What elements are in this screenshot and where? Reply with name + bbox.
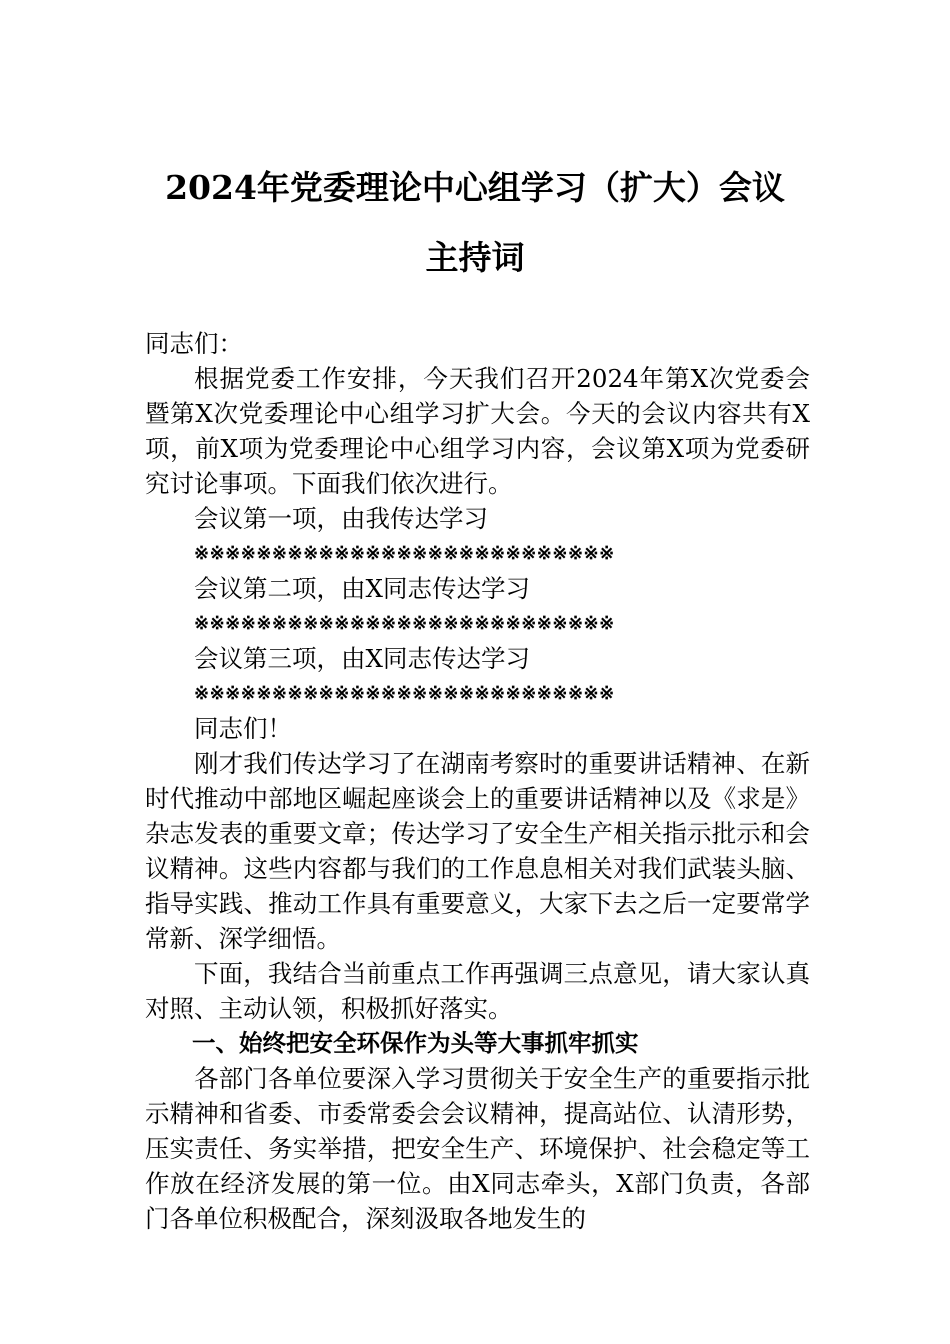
placeholder-stars-3: ※※※※※※※※※※※※※※※※※※※※※※※※※※※ xyxy=(194,683,615,704)
agenda-item-2: 会议第二项，由X同志传达学习 xyxy=(194,574,530,603)
document-title-line-2: 主持词 xyxy=(425,238,525,277)
agenda-item-3: 会议第三项，由X同志传达学习 xyxy=(194,644,530,673)
section-heading-1: 一、始终把安全环保作为头等大事抓牢抓实 xyxy=(192,1029,639,1057)
agenda-item-1: 会议第一项，由我传达学习 xyxy=(194,504,488,533)
paragraph-summary: 刚才我们传达学习了在湖南考察时的重要讲话精神、在新时代推动中部地区崛起座谈会上的重要讲话精神以及《求是》杂志发表的重要文章；传达学习了安全生产相关指示批示和会议精神。这些内容都与我们的工作息息相关对我们武装头脑、指导实践、推动工作具有重要意义，大家下去之后一定要常学常新、深学细悟。 xyxy=(145,749,810,953)
salutation-2: 同志们！ xyxy=(194,714,292,743)
document-title-line-1: 2024年党委理论中心组学习（扩大）会议 xyxy=(165,168,785,207)
document-body xyxy=(145,326,810,1236)
paragraph-transition: 下面，我结合当前重点工作再强调三点意见，请大家认真对照、主动认领，积极抓好落实。 xyxy=(145,959,810,1023)
placeholder-stars-1: ※※※※※※※※※※※※※※※※※※※※※※※※※※※ xyxy=(194,543,615,564)
paragraph-section-1: 各部门各单位要深入学习贯彻关于安全生产的重要指示批示精神和省委、市委常委会会议精神，提高站位、认清形势，压实责任、务实举措，把安全生产、环境保护、社会稳定等工作放在经济发展的第一位。由X同志牵头，X部门负责，各部门各单位积极配合，深刻汲取各地发生的 xyxy=(145,1064,810,1233)
salutation: 同志们： xyxy=(145,329,243,358)
placeholder-stars-2: ※※※※※※※※※※※※※※※※※※※※※※※※※※※ xyxy=(194,613,615,634)
paragraph-intro: 根据党委工作安排，今天我们召开2024年第X次党委会暨第X次党委理论中心组学习扩大会。今天的会议内容共有X项，前X项为党委理论中心组学习内容，会议第X项为党委研究讨论事项。下面我们依次进行。 xyxy=(145,364,810,498)
